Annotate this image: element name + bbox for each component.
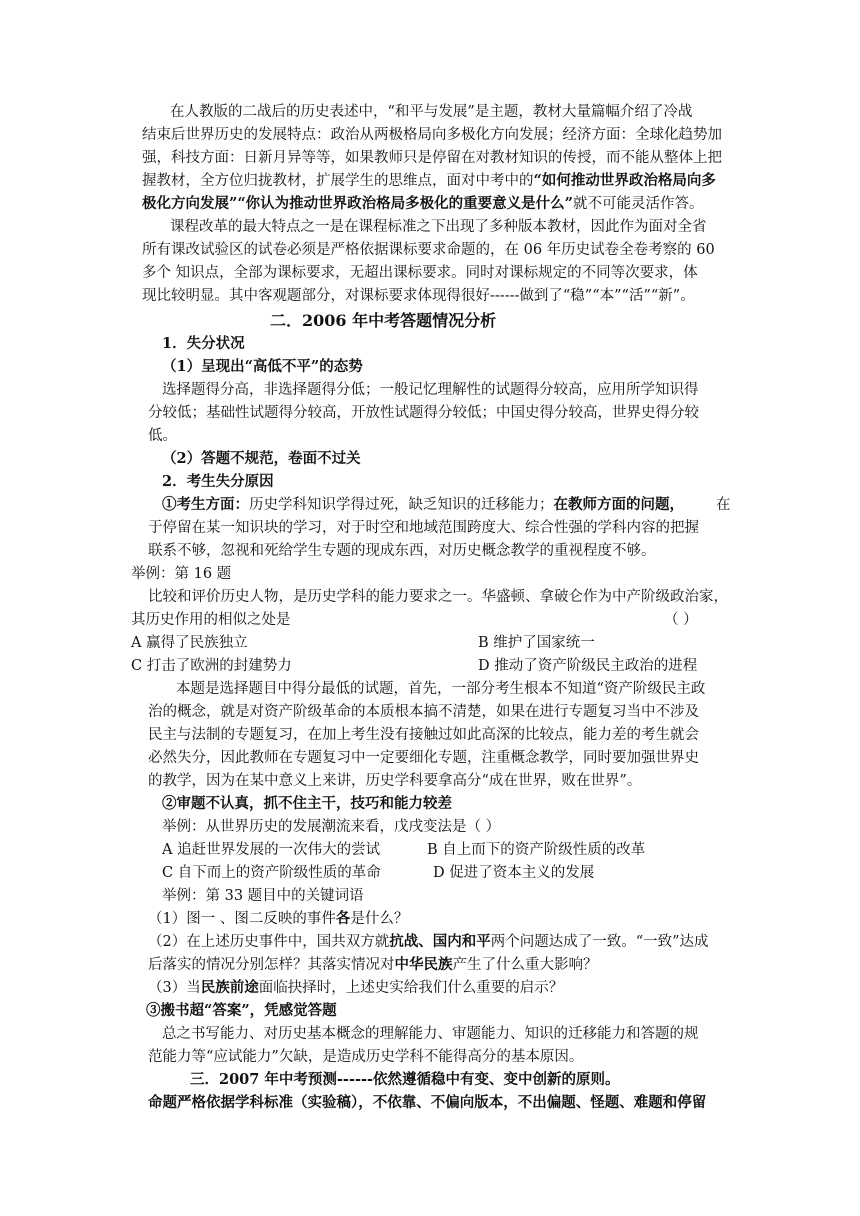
text-run: 就不可能灵活作答。	[573, 196, 704, 212]
text-line: 命题严格依据学科标准（实验稿），不依靠、不偏向版本，不出偏题、怪题、难题和停留	[148, 1094, 707, 1111]
text-run: 两个问题达成了一致。“一致”达成	[490, 934, 709, 950]
text-run: （1）图一 、图二反映的事件	[148, 911, 336, 927]
text-line: 强，科技方面：日新月异等等，如果教师只是停留在对教材知识的传授，而不能从整体上把	[142, 150, 722, 166]
text-run: 面临抉择时，上述史实给我们什么重要的启示？	[258, 980, 564, 996]
text-line: 治的概念，就是对资产阶级革命的本质根本搞不清楚，如果在进行专题复习当中不涉及	[148, 704, 699, 720]
emphasis-text: “如何推动世界政治格局向多	[533, 172, 716, 189]
text-line: 在人教版的二战后的历史表述中，“和平与发展”是主题，教材大量篇幅介绍了冷战	[170, 104, 693, 120]
text-line	[148, 908, 408, 930]
emphasis-text: 抗战、国内和平	[389, 933, 491, 950]
option-a: A 追赶世界发展的一次伟大的尝试	[162, 842, 381, 858]
text-line: 比较和评价历史人物，是历史学科的能力要求之一。华盛顿、拿破仑作为中产阶级政治家，	[148, 589, 728, 605]
option-c: C 自下而上的资产阶级性质的革命	[162, 865, 381, 881]
subheading: （2）答题不规范，卷面不过关	[162, 450, 361, 467]
text-line	[162, 494, 684, 516]
option-d: D 促进了资本主义的发展	[433, 865, 595, 881]
text-line: 结束后世界历史的发展特点：政治从两极格局向多极化方向发展；经济方面：全球化趋势加	[142, 127, 722, 143]
option-b: B 自上而下的资产阶级性质的改革	[427, 842, 646, 858]
text-line	[142, 193, 704, 215]
text-line: 总之书写能力、对历史基本概念的理解能力、审题能力、知识的迁移能力和答题的规	[162, 1026, 699, 1042]
subheading: （1）呈现出“高低不平”的态势	[162, 358, 363, 375]
emphasis-text: 各	[335, 910, 351, 927]
subheading: 2．考生失分原因	[162, 473, 274, 490]
text-line: 民主与法制的专题复习，在加上考生没有接触过如此高深的比较点，能力差的考生就会	[148, 727, 699, 743]
subheading: 1．失分状况	[162, 335, 245, 352]
text-line: 举例：从世界历史的发展潮流来看，戊戌变法是（ ）	[162, 819, 501, 835]
text-line: 必然失分，因此教师在专题复习中一定要细化专题，注重概念教学，同时要加强世界史	[148, 750, 699, 766]
section-heading: 三．2007 年中考预测------依然遵循稳中有变、变中创新的原则。	[190, 1071, 620, 1088]
text-run: （3）当	[148, 980, 201, 996]
text-line: 举例：第 33 题目中的关键词语	[162, 888, 364, 904]
option-d: D 推动了资产阶级民主政治的进程	[478, 658, 698, 674]
emphasis-text: ①考生方面：	[162, 496, 249, 513]
option-b: B 维护了国家统一	[478, 635, 595, 651]
text-line: 选择题得分高，非选择题得分低；一般记忆理解性的试题得分较高，应用所学知识得	[162, 382, 699, 398]
subheading: ②审题不认真，抓不住主干，技巧和能力较差	[162, 795, 452, 812]
text-line: 本题是选择题目中得分最低的试题，首先，一部分考生根本不知道“资产阶级民主政	[176, 681, 706, 697]
text-run: 是什么？	[350, 911, 409, 927]
section-heading: 二．2006 年中考答题情况分析	[270, 311, 497, 330]
text-run: 产生了什么重大影响？	[452, 957, 598, 973]
text-line	[148, 931, 709, 953]
text-line: 其历史作用的相似之处是	[131, 612, 291, 628]
subheading: ③搬书超“答案”，凭感觉答题	[146, 1002, 337, 1019]
text-line: 在	[716, 497, 731, 513]
text-line: 现比较明显。其中客观题部分，对课标要求体现得很好------做到了“稳”“本”“活”“新”。	[142, 288, 695, 304]
text-run: 历史学科知识学得过死，缺乏知识的迁移能力；	[249, 497, 554, 513]
text-line: 的教学，因为在某中意义上来讲，历史学科要拿高分“成在世界，败在世界”。	[148, 773, 642, 789]
text-run: 后落实的情况分别怎样？其落实情况对	[148, 957, 395, 973]
option-c: C 打击了欧洲的封建势力	[131, 658, 292, 674]
text-line: 低。	[148, 428, 177, 444]
text-line: 多个 知识点，全部为课标要求，无超出课标要求。同时对课标规定的不同等次要求，体	[142, 265, 698, 281]
text-line: 联系不够，忽视和死给学生专题的现成东西，对历史概念教学的重视程度不够。	[148, 543, 656, 559]
text-line	[142, 170, 716, 192]
text-line: 举例：第 16 题	[131, 566, 232, 582]
text-line: 范能力等“应试能力”欠缺，是造成历史学科不能得高分的基本原因。	[148, 1049, 584, 1065]
text-run: （2）在上述历史事件中，国共双方就	[148, 934, 390, 950]
emphasis-text: 中华民族	[394, 956, 453, 973]
text-line	[148, 954, 598, 976]
text-line: 所有课改试验区的试卷必须是严格依据课标要求命题的，在 06 年历史试卷全卷考察的 60	[142, 242, 715, 258]
text-run: 握教材，全方位归拢教材，扩展学生的思维点，面对中考中的	[142, 173, 534, 189]
text-line: 于停留在某一知识块的学习，对于时空和地域范围跨度大、综合性强的学科内容的把握	[148, 520, 699, 536]
text-line: 课程改革的最大特点之一是在课程标准之下出现了多种版本教材，因此作为面对全省	[170, 219, 707, 235]
emphasis-text: 在教师方面的问题，	[553, 496, 684, 513]
text-line	[148, 977, 563, 999]
emphasis-text: 极化方向发展”“你认为推动世界政治格局多极化的重要意义是什么”	[142, 195, 574, 212]
option-a: A 赢得了民族独立	[131, 635, 248, 651]
emphasis-text: 民族前途	[200, 979, 259, 996]
text-line: 分较低；基础性试题得分较高，开放性试题得分较低；中国史得分较高，世界史得分较	[148, 405, 699, 421]
answer-blank: （ ）	[664, 612, 698, 628]
